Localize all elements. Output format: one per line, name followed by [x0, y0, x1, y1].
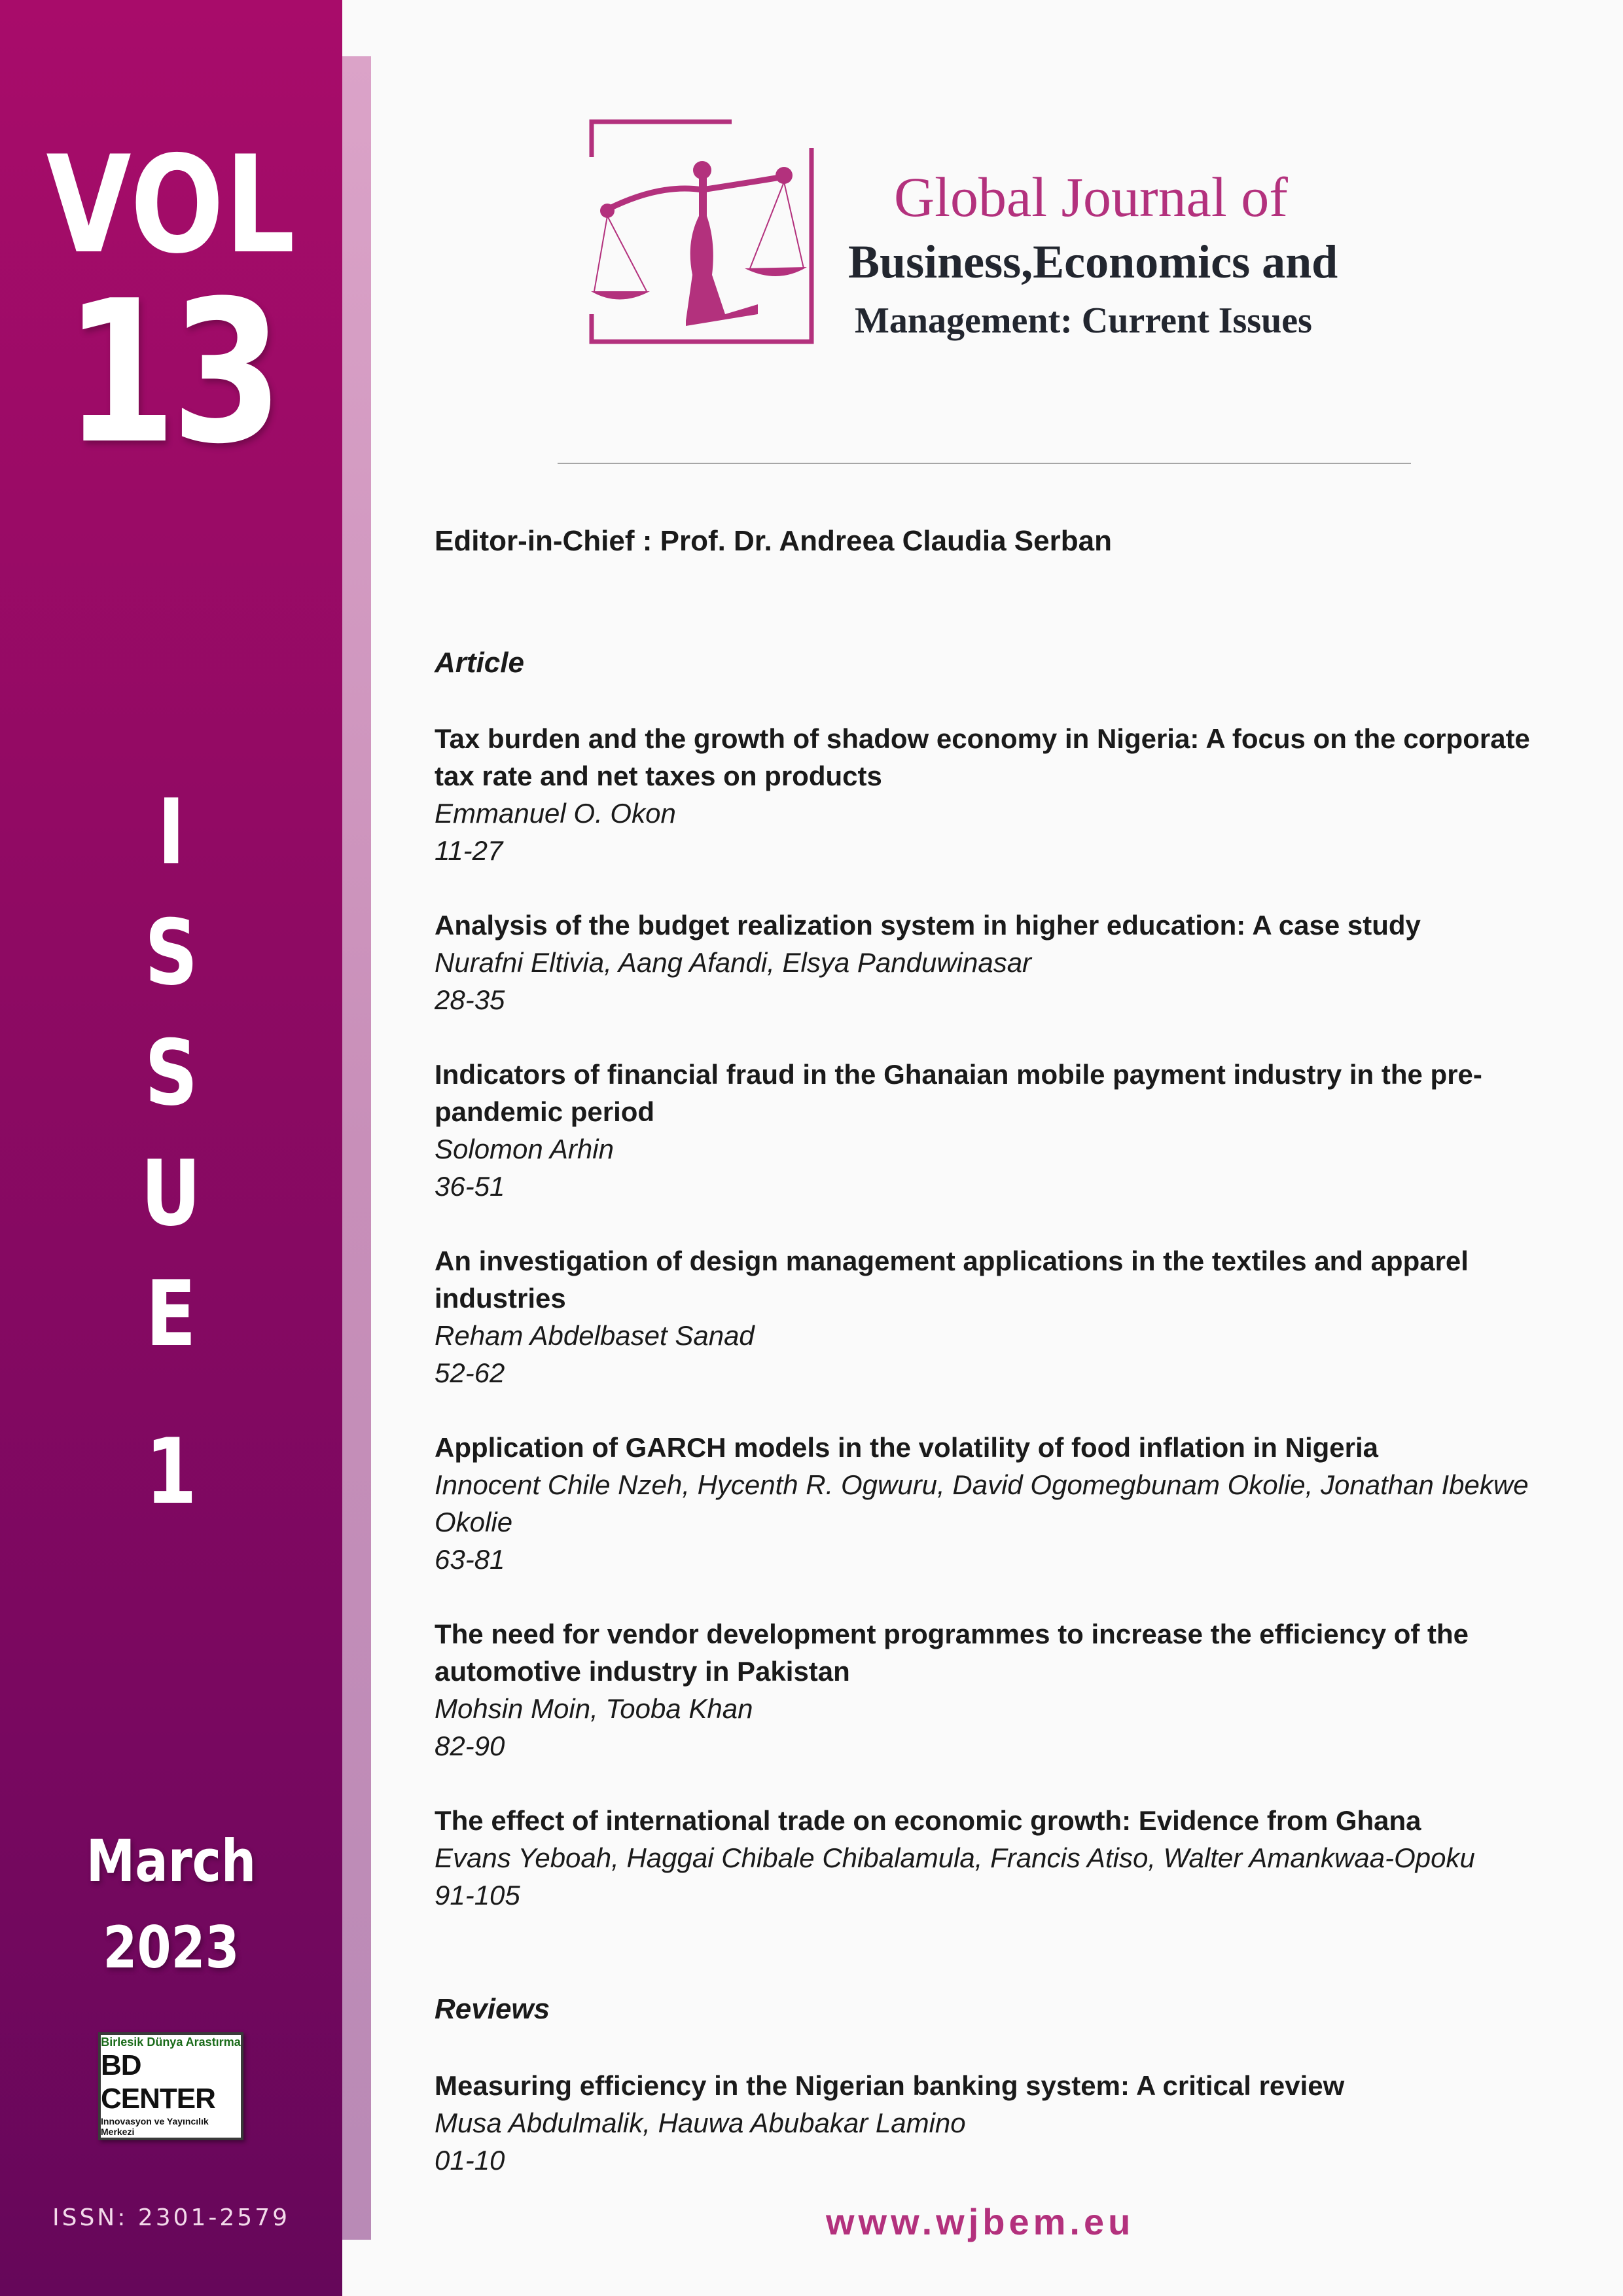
- article-authors: Mohsin Moin, Tooba Khan: [435, 1693, 753, 1724]
- article-item[interactable]: [435, 906, 1560, 1018]
- journal-title-line3: Management: Current Issues: [855, 300, 1312, 341]
- issue-number: 1: [145, 1419, 197, 1524]
- volume-label: VOL: [46, 128, 296, 283]
- review-pages: 01-10: [435, 2145, 505, 2176]
- bd-center-logo-main: BD CENTER: [101, 2049, 215, 2115]
- article-authors: Nurafni Eltivia, Aang Afandi, Elsya Panduwinasar: [435, 947, 1032, 978]
- review-authors: Musa Abdulmalik, Hauwa Abubakar Lamino: [435, 2108, 966, 2138]
- article-item[interactable]: [435, 720, 1560, 869]
- bd-center-logo-bottom: Innovasyon ve Yayıncılık Merkezi: [101, 2115, 209, 2137]
- article-authors: Solomon Arhin: [435, 1134, 614, 1164]
- article-section-heading: Article: [435, 647, 524, 679]
- volume-number: 13: [64, 259, 278, 487]
- article-authors: Emmanuel O. Okon: [435, 798, 676, 829]
- accent-stripe: [342, 56, 371, 2240]
- issue-letter: U: [141, 1141, 202, 1246]
- article-authors: Evans Yeboah, Haggai Chibale Chibalamula, Francis Atiso, Walter Amankwaa-Opoku: [435, 1842, 1475, 1873]
- issue-letter: S: [144, 900, 198, 1005]
- scales-of-justice-icon: [588, 118, 818, 348]
- article-item[interactable]: [435, 1802, 1560, 1914]
- article-item[interactable]: [435, 1242, 1560, 1391]
- editor-in-chief: Editor-in-Chief : Prof. Dr. Andreea Claudia Serban: [435, 525, 1112, 557]
- article-pages: 63-81: [435, 1544, 505, 1575]
- article-title[interactable]: The need for vendor development programmes to increase the efficiency of the automotive industry in Pakistan: [435, 1619, 1469, 1687]
- issue-letter: S: [144, 1020, 198, 1126]
- issue-year: 2023: [103, 1914, 240, 1981]
- website-link[interactable]: www.wjbem.eu: [826, 2201, 1135, 2242]
- issue-month: March: [86, 1827, 257, 1895]
- cover-sidebar: [0, 0, 342, 2296]
- article-title[interactable]: An investigation of design management applications in the textiles and apparel industries: [435, 1246, 1469, 1314]
- article-title[interactable]: Analysis of the budget realization system in higher education: A case study: [435, 910, 1421, 941]
- article-item[interactable]: [435, 1615, 1560, 1765]
- reviews-section-heading: Reviews: [435, 1993, 550, 2025]
- article-title[interactable]: Application of GARCH models in the volatility of food inflation in Nigeria: [435, 1432, 1379, 1463]
- bd-center-logo-top: Birlesik Dünya Arastırma: [101, 2036, 241, 2049]
- article-title[interactable]: The effect of international trade on economic growth: Evidence from Ghana: [435, 1805, 1421, 1836]
- article-title[interactable]: Tax burden and the growth of shadow economy in Nigeria: A focus on the corporate tax rate and net taxes on products: [435, 723, 1530, 791]
- review-item[interactable]: [435, 2067, 1560, 2179]
- article-pages: 28-35: [435, 984, 505, 1015]
- divider: [558, 463, 1411, 464]
- article-list: [435, 720, 1560, 1951]
- issn: ISSN: 2301-2579: [52, 2204, 291, 2231]
- journal-title-line1: Global Journal of: [894, 166, 1288, 228]
- article-pages: 36-51: [435, 1171, 505, 1202]
- issue-letter: I: [157, 780, 185, 885]
- journal-title: [848, 166, 1338, 341]
- issue-letter: E: [145, 1261, 197, 1367]
- review-list: [435, 2067, 1560, 2216]
- article-item[interactable]: [435, 1429, 1560, 1578]
- review-title[interactable]: Measuring efficiency in the Nigerian banking system: A critical review: [435, 2070, 1345, 2101]
- article-pages: 91-105: [435, 1880, 520, 1910]
- article-item[interactable]: [435, 1056, 1560, 1205]
- article-pages: 11-27: [435, 835, 503, 866]
- article-authors: Reham Abdelbaset Sanad: [435, 1320, 755, 1351]
- bd-center-logo: [98, 2032, 243, 2140]
- issue-label: [0, 772, 342, 1374]
- article-pages: 82-90: [435, 1731, 505, 1761]
- article-title[interactable]: Indicators of financial fraud in the Ghanaian mobile payment industry in the pre-pandemic period: [435, 1059, 1482, 1127]
- journal-title-line2: Business,Economics and: [848, 236, 1338, 288]
- article-authors: Innocent Chile Nzeh, Hycenth R. Ogwuru, David Ogomegbunam Okolie, Jonathan Ibekwe Okolie: [435, 1469, 1529, 1537]
- article-pages: 52-62: [435, 1357, 505, 1388]
